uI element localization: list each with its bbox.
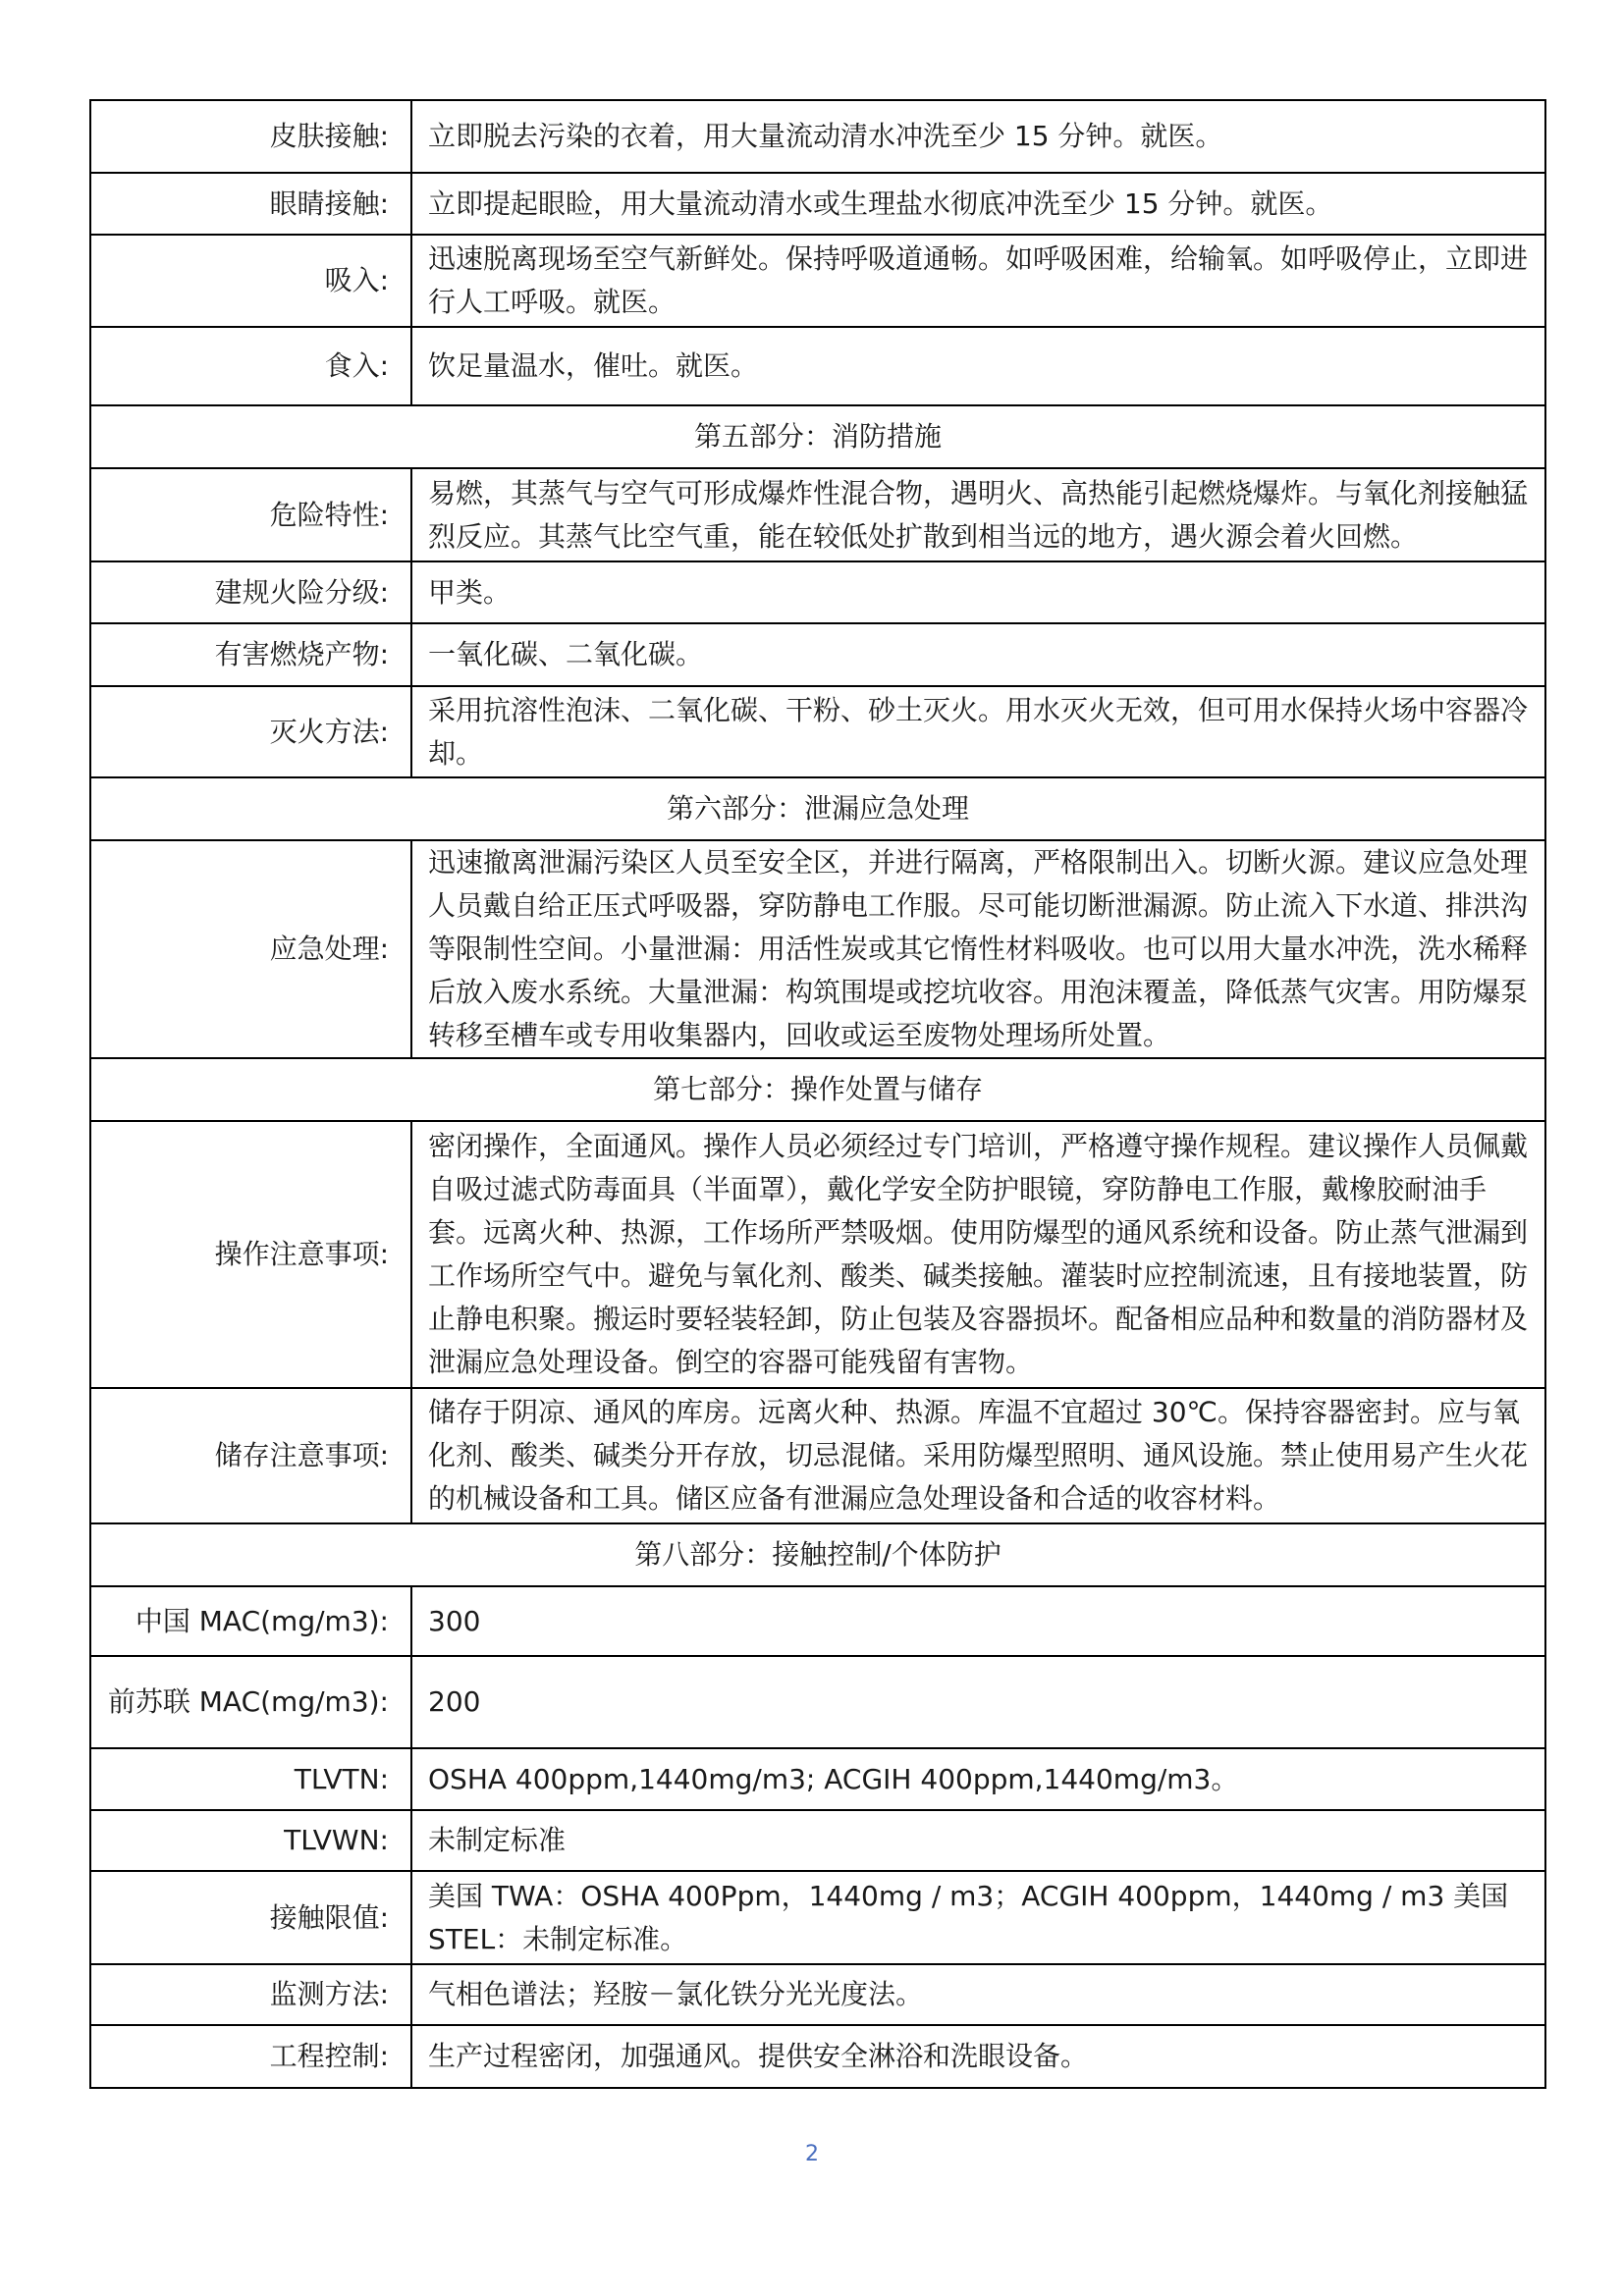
table-row bbox=[90, 1748, 1545, 1810]
table-row bbox=[90, 686, 1545, 777]
row-value: 易燃，其蒸气与空气可形成爆炸性混合物，遇明火、高热能引起燃烧爆炸。与氧化剂接触猛烈反应。其蒸气比空气重，能在较低处扩散到相当远的地方，遇火源会着火回燃。 bbox=[411, 468, 1545, 561]
row-value: OSHA 400ppm,1440mg/m3; ACGIH 400ppm,1440mg/m3。 bbox=[411, 1748, 1545, 1810]
table-row bbox=[90, 2025, 1545, 2088]
row-label: 工程控制: bbox=[90, 2025, 411, 2088]
row-value: 密闭操作，全面通风。操作人员必须经过专门培训，严格遵守操作规程。建议操作人员佩戴自吸过滤式防毒面具（半面罩），戴化学安全防护眼镜，穿防静电工作服，戴橡胶耐油手套。远离火种、热源，工作场所严禁吸烟。使用防爆型的通风系统和设备。防止蒸气泄漏到工作场所空气中。避免与氧化剂、酸类、碱类接触。灌装时应控制流速，且有接地装置，防止静电积聚。搬运时要轻装轻卸，防止包装及容器损坏。配备相应品种和数量的消防器材及泄漏应急处理设备。倒空的容器可能残留有害物。 bbox=[411, 1121, 1545, 1388]
row-value: 采用抗溶性泡沫、二氧化碳、干粉、砂土灭火。用水灭火无效，但可用水保持火场中容器冷却。 bbox=[411, 686, 1545, 777]
row-value: 储存于阴凉、通风的库房。远离火种、热源。库温不宜超过 30℃。保持容器密封。应与氧化剂、酸类、碱类分开存放，切忌混储。采用防爆型照明、通风设施。禁止使用易产生火花的机械设备和工具。储区应备有泄漏应急处理设备和合适的收容材料。 bbox=[411, 1388, 1545, 1523]
row-value: 未制定标准 bbox=[411, 1810, 1545, 1871]
table-row bbox=[90, 1810, 1545, 1871]
row-value: 200 bbox=[411, 1656, 1545, 1748]
section-title: 第五部分：消防措施 bbox=[90, 405, 1545, 468]
row-label: 皮肤接触: bbox=[90, 100, 411, 173]
row-label: 建规火险分级: bbox=[90, 561, 411, 623]
row-label: 食入: bbox=[90, 327, 411, 405]
row-value: 气相色谱法；羟胺－氯化铁分光光度法。 bbox=[411, 1964, 1545, 2025]
row-value: 迅速脱离现场至空气新鲜处。保持呼吸道通畅。如呼吸困难，给输氧。如呼吸停止，立即进行人工呼吸。就医。 bbox=[411, 235, 1545, 327]
row-label: 储存注意事项: bbox=[90, 1388, 411, 1523]
table-row bbox=[90, 1586, 1545, 1656]
table-row bbox=[90, 1871, 1545, 1964]
table-row bbox=[90, 327, 1545, 405]
safety-data-table bbox=[89, 99, 1546, 2089]
row-value: 迅速撤离泄漏污染区人员至安全区，并进行隔离，严格限制出入。切断火源。建议应急处理人员戴自给正压式呼吸器，穿防静电工作服。尽可能切断泄漏源。防止流入下水道、排洪沟等限制性空间。小量泄漏：用活性炭或其它惰性材料吸收。也可以用大量水冲洗，洗水稀释后放入废水系统。大量泄漏：构筑围堤或挖坑收容。用泡沫覆盖，降低蒸气灾害。用防爆泵转移至槽车或专用收集器内，回收或运至废物处理场所处置。 bbox=[411, 840, 1545, 1058]
section-title: 第八部分：接触控制/个体防护 bbox=[90, 1523, 1545, 1586]
row-value: 美国 TWA：OSHA 400Ppm，1440mg / m3；ACGIH 400ppm，1440mg / m3 美国 STEL：未制定标准。 bbox=[411, 1871, 1545, 1964]
row-label: 操作注意事项: bbox=[90, 1121, 411, 1388]
section-title: 第七部分：操作处置与储存 bbox=[90, 1058, 1545, 1121]
page-number: 2 bbox=[805, 2142, 819, 2166]
row-label: 前苏联 MAC(mg/m3): bbox=[90, 1656, 411, 1748]
row-value: 甲类。 bbox=[411, 561, 1545, 623]
section-header-row bbox=[90, 1523, 1545, 1586]
table-row bbox=[90, 1964, 1545, 2025]
row-value: 饮足量温水，催吐。就医。 bbox=[411, 327, 1545, 405]
row-label: 眼睛接触: bbox=[90, 173, 411, 235]
row-label: 有害燃烧产物: bbox=[90, 623, 411, 686]
section-header-row bbox=[90, 405, 1545, 468]
row-value: 一氧化碳、二氧化碳。 bbox=[411, 623, 1545, 686]
table-body bbox=[90, 100, 1545, 2088]
table-row bbox=[90, 623, 1545, 686]
row-value: 立即脱去污染的衣着，用大量流动清水冲洗至少 15 分钟。就医。 bbox=[411, 100, 1545, 173]
row-label: TLVWN: bbox=[90, 1810, 411, 1871]
row-label: 监测方法: bbox=[90, 1964, 411, 2025]
table-row bbox=[90, 235, 1545, 327]
table-row bbox=[90, 1121, 1545, 1388]
row-value: 生产过程密闭，加强通风。提供安全淋浴和洗眼设备。 bbox=[411, 2025, 1545, 2088]
row-label: 接触限值: bbox=[90, 1871, 411, 1964]
section-header-row bbox=[90, 777, 1545, 840]
row-value: 立即提起眼睑，用大量流动清水或生理盐水彻底冲洗至少 15 分钟。就医。 bbox=[411, 173, 1545, 235]
table-row bbox=[90, 1388, 1545, 1523]
table-row bbox=[90, 173, 1545, 235]
row-label: 应急处理: bbox=[90, 840, 411, 1058]
table-row bbox=[90, 468, 1545, 561]
row-label: 吸入: bbox=[90, 235, 411, 327]
section-title: 第六部分：泄漏应急处理 bbox=[90, 777, 1545, 840]
table-row bbox=[90, 840, 1545, 1058]
table-row bbox=[90, 1656, 1545, 1748]
row-label: TLVTN: bbox=[90, 1748, 411, 1810]
section-header-row bbox=[90, 1058, 1545, 1121]
row-label: 灭火方法: bbox=[90, 686, 411, 777]
row-value: 300 bbox=[411, 1586, 1545, 1656]
row-label: 中国 MAC(mg/m3): bbox=[90, 1586, 411, 1656]
row-label: 危险特性: bbox=[90, 468, 411, 561]
table-row bbox=[90, 100, 1545, 173]
table-row bbox=[90, 561, 1545, 623]
